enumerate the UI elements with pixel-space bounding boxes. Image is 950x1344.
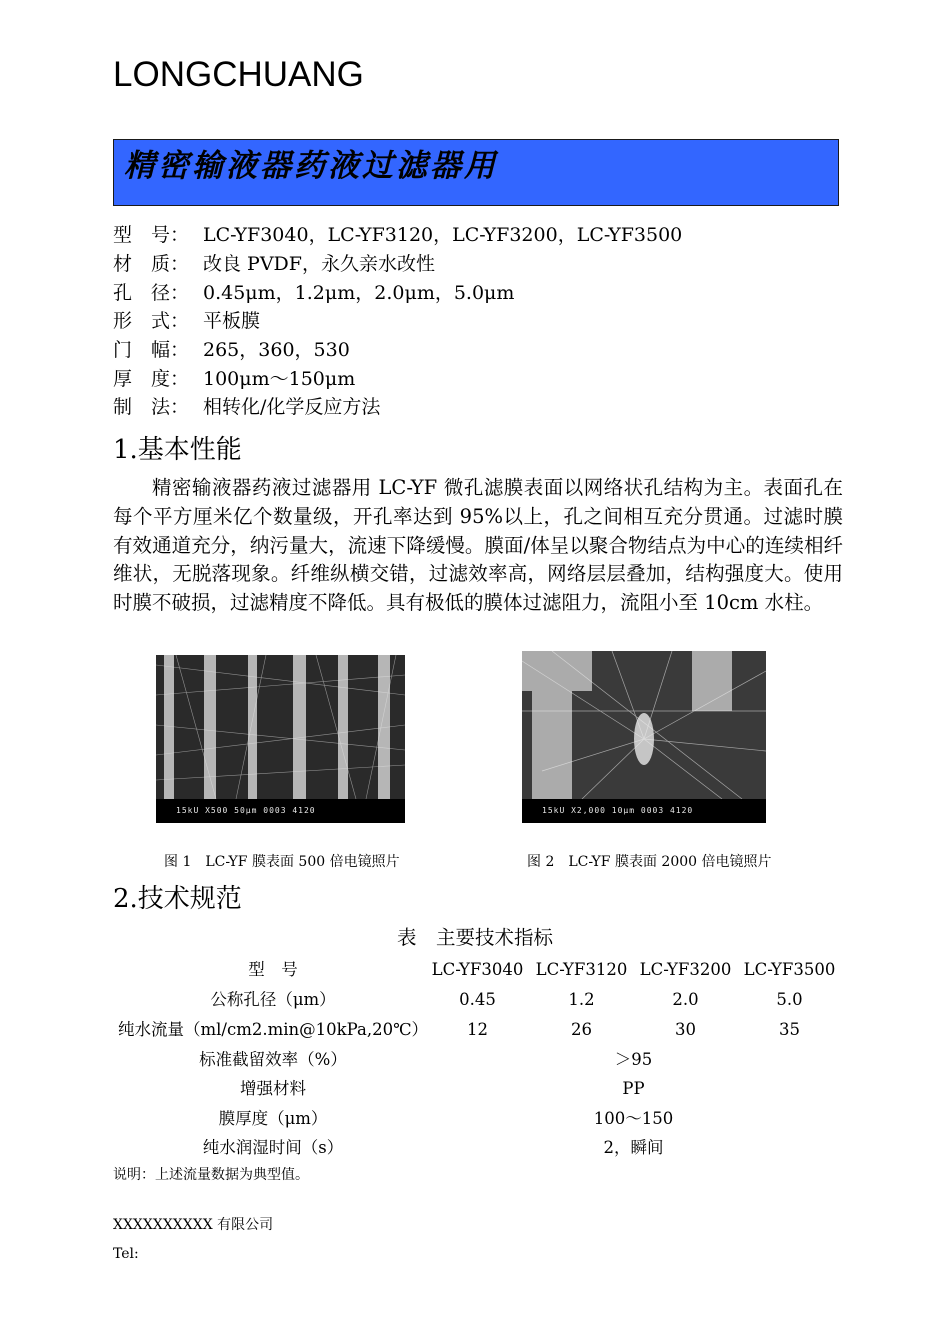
table-row-label: 纯水润湿时间（s） [202, 1138, 344, 1157]
table-header-cell: LC-YF3200 [639, 960, 732, 979]
table-header-cell: LC-YF3500 [743, 960, 836, 979]
table-header-row [0, 955, 950, 985]
spec-label: 材 质： [113, 253, 190, 275]
table-row [0, 985, 950, 1015]
brand-logo-text: LONGCHUANG [113, 55, 364, 94]
table-row [0, 1133, 950, 1163]
table-row-label: 公称孔径（μm） [210, 990, 336, 1009]
spec-label: 孔 径： [113, 282, 190, 304]
table-header-cell: LC-YF3040 [431, 960, 524, 979]
table-header-cell: LC-YF3120 [535, 960, 628, 979]
table-row-label: 标准截留效率（%） [199, 1050, 347, 1069]
sem-photo-2000x [522, 651, 766, 823]
spec-label: 厚 度： [113, 368, 190, 390]
banner-title: 精密输液器药液过滤器用 [124, 148, 498, 184]
spec-value: 平板膜 [203, 310, 261, 332]
sem-texture-500x [156, 655, 405, 799]
figure-caption-1: 图 1 LC-YF 膜表面 500 倍电镜照片 [164, 854, 400, 870]
table-row [0, 1074, 950, 1104]
table-row [0, 1104, 950, 1134]
sem-scale-text: 15kU X2,000 10μm 0003 4120 [542, 806, 694, 815]
spec-pore-size [113, 279, 514, 307]
figure-caption-2: 图 2 LC-YF 膜表面 2000 倍电镜照片 [527, 854, 772, 870]
spec-label: 形 式： [113, 310, 190, 332]
sem-scale-text: 15kU X500 50μm 0003 4120 [176, 806, 316, 815]
spec-thickness [113, 365, 355, 393]
table-cell: 26 [571, 1020, 592, 1039]
spec-label: 门 幅： [113, 339, 190, 361]
table-note: 说明：上述流量数据为典型值。 [113, 1167, 309, 1183]
table-cell: 1.2 [568, 990, 595, 1009]
table-cell-merged: 100～150 [593, 1109, 674, 1128]
table-cell: 5.0 [776, 990, 803, 1009]
spec-width [113, 336, 350, 364]
spec-value: LC-YF3040，LC-YF3120，LC-YF3200，LC-YF3500 [203, 224, 683, 246]
spec-material [113, 250, 435, 278]
spec-label: 型 号： [113, 224, 190, 246]
performance-paragraph: 精密输液器药液过滤器用 LC-YF 微孔滤膜表面以网络状孔结构为主。表面孔在每个平方厘米亿个数量级，开孔率达到 95%以上，孔之间相互充分贯通。过滤时膜有效通道充分，纳污量大，流速下降缓慢。膜面/体呈以聚合物结点为中心的连续相纤维状，无脱落现象。纤维纵横交错，过滤效率高，网络层层叠加，结构强度大。使用时膜不破损，过滤精度不降低。具有极低的膜体过滤阻力，流阻小至 10cm 水柱。 [113, 476, 843, 615]
spec-value: 0.45μm，1.2μm，2.0μm，5.0μm [203, 282, 515, 304]
spec-value: 改良 PVDF，永久亲水改性 [203, 253, 435, 275]
table-cell: 35 [779, 1020, 800, 1039]
table-cell: 30 [675, 1020, 696, 1039]
section-heading-tech-spec: 2.技术规范 [113, 884, 242, 914]
table-cell-merged: PP [622, 1079, 645, 1098]
spec-value: 100μm～150μm [203, 368, 356, 390]
title-banner [113, 139, 839, 206]
table-row [0, 1015, 950, 1045]
spec-label: 制 法： [113, 396, 190, 418]
table-row [0, 1045, 950, 1075]
footer-company: XXXXXXXXXX 有限公司 [113, 1217, 274, 1233]
table-cell-merged: 2，瞬间 [603, 1138, 664, 1157]
table-cell: 2.0 [672, 990, 699, 1009]
table-row-label: 膜厚度（μm） [218, 1109, 328, 1128]
sem-info-band [156, 799, 405, 823]
spec-value: 265，360，530 [203, 339, 350, 361]
table-header-cell: 型 号 [248, 960, 298, 979]
table-row-label: 纯水流量（ml/cm2.min@10kPa,20℃） [117, 1020, 429, 1039]
sem-info-band [522, 799, 766, 823]
spec-model [113, 221, 682, 249]
table-cell-merged: ＞95 [614, 1050, 653, 1069]
spec-form [113, 307, 260, 335]
sem-texture-2000x [522, 651, 766, 799]
table-cell: 12 [467, 1020, 488, 1039]
table-caption: 表 主要技术指标 [396, 926, 553, 949]
footer-tel: Tel: [113, 1246, 139, 1262]
table-cell: 0.45 [459, 990, 496, 1009]
sem-photo-500x [156, 655, 405, 823]
spec-value: 相转化/化学反应方法 [203, 396, 381, 418]
table-row-label: 增强材料 [240, 1079, 306, 1098]
spec-method [113, 393, 380, 421]
section-heading-basic-performance: 1.基本性能 [113, 435, 242, 465]
